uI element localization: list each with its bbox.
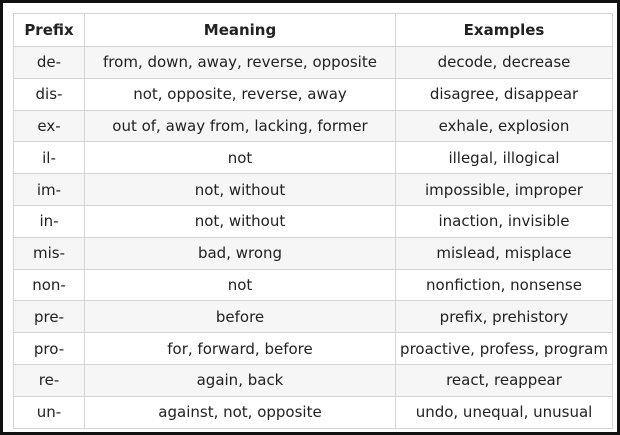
examples-cell: nonfiction, nonsense <box>396 269 613 301</box>
table-row <box>14 396 613 428</box>
examples-cell: undo, unequal, unusual <box>396 396 613 428</box>
examples-cell: react, reappear <box>396 364 613 396</box>
examples-cell: decode, decrease <box>396 47 613 79</box>
prefix-cell: mis- <box>14 237 85 269</box>
table-row <box>14 205 613 237</box>
table-row <box>14 269 613 301</box>
prefix-cell: pre- <box>14 301 85 333</box>
examples-cell: illegal, illogical <box>396 142 613 174</box>
table-body <box>14 47 613 429</box>
prefix-cell: un- <box>14 396 85 428</box>
table-row <box>14 142 613 174</box>
table-row <box>14 174 613 206</box>
examples-cell: prefix, prehistory <box>396 301 613 333</box>
meaning-cell: not, opposite, reverse, away <box>85 78 396 110</box>
examples-cell: inaction, invisible <box>396 205 613 237</box>
meaning-cell: out of, away from, lacking, former <box>85 110 396 142</box>
prefix-cell: im- <box>14 174 85 206</box>
header-meaning: Meaning <box>85 14 396 47</box>
prefix-cell: non- <box>14 269 85 301</box>
table-row <box>14 364 613 396</box>
prefix-cell: ex- <box>14 110 85 142</box>
prefix-cell: re- <box>14 364 85 396</box>
prefix-cell: dis- <box>14 78 85 110</box>
table-row <box>14 333 613 365</box>
header-examples: Examples <box>396 14 613 47</box>
meaning-cell: again, back <box>85 364 396 396</box>
meaning-cell: before <box>85 301 396 333</box>
meaning-cell: bad, wrong <box>85 237 396 269</box>
meaning-cell: for, forward, before <box>85 333 396 365</box>
header-prefix: Prefix <box>14 14 85 47</box>
table-row <box>14 237 613 269</box>
table-row <box>14 110 613 142</box>
table-header <box>14 14 613 47</box>
examples-cell: proactive, profess, program <box>396 333 613 365</box>
meaning-cell: not, without <box>85 205 396 237</box>
examples-cell: disagree, disappear <box>396 78 613 110</box>
examples-cell: mislead, misplace <box>396 237 613 269</box>
table-row <box>14 301 613 333</box>
table-row <box>14 78 613 110</box>
meaning-cell: not <box>85 269 396 301</box>
prefix-cell: in- <box>14 205 85 237</box>
examples-cell: exhale, explosion <box>396 110 613 142</box>
meaning-cell: against, not, opposite <box>85 396 396 428</box>
meaning-cell: not, without <box>85 174 396 206</box>
prefix-table <box>13 13 613 429</box>
table-row <box>14 47 613 79</box>
examples-cell: impossible, improper <box>396 174 613 206</box>
header-row <box>14 14 613 47</box>
meaning-cell: not <box>85 142 396 174</box>
meaning-cell: from, down, away, reverse, opposite <box>85 47 396 79</box>
prefix-cell: pro- <box>14 333 85 365</box>
prefix-cell: de- <box>14 47 85 79</box>
prefix-cell: il- <box>14 142 85 174</box>
